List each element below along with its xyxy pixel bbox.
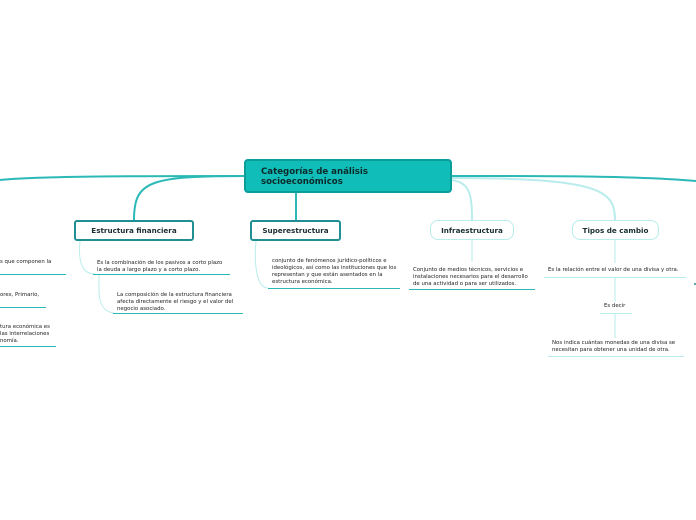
topic-estructura-financiera[interactable]: Estructura financiera <box>74 220 194 241</box>
superestructura-detail-1-underline <box>268 288 400 289</box>
left-cut-detail-3[interactable]: tura económica es las interrelaciones nomía. <box>0 324 50 344</box>
tipos-detail-3[interactable]: Nos indica cuántas monedas de una divisa se necesitan para obtener una unidad de otra. <box>552 340 676 353</box>
left-cut-detail-3-underline <box>0 346 56 347</box>
tipos-detail-1-underline <box>544 277 686 278</box>
topic-superestructura[interactable]: Superestructura <box>250 220 341 241</box>
tipos-detail-3-underline <box>548 356 684 357</box>
estructura-detail-1[interactable]: Es la combinación de los pasivos a corto plazo la deuda a largo plazo y a corto plazo. <box>97 260 223 273</box>
estructura-detail-2[interactable]: La composición de la estructura financiera afecta directamente el riesgo y el valor del negocio asociado. <box>117 292 234 312</box>
tipos-detail-2[interactable]: Es decir <box>604 303 626 309</box>
superestructura-detail-1[interactable]: conjunto de fenómenos jurídico-políticos e ideológicos, así como las instituciones que los representan y que están asentados en la estructura económica. <box>272 258 397 285</box>
estructura-detail-1-underline <box>93 274 230 275</box>
left-cut-detail-2[interactable]: ores, Primario, <box>0 292 40 298</box>
estructura-detail-2-underline <box>113 313 243 314</box>
left-cut-detail-1-underline <box>0 274 66 275</box>
link-estructura-detail2 <box>99 274 114 313</box>
tipos-detail-1[interactable]: Es la relación entre el valor de una divisa y otra. <box>548 267 679 273</box>
tipos-detail-2-underline <box>600 313 632 314</box>
link-root-estructura <box>134 176 250 220</box>
infraestructura-detail-1[interactable]: Conjunto de medios técnicos, servicios e instalaciones necesarios para el desarrollo de una actividad o para ser utilizados. <box>413 267 528 287</box>
topic-infraestructura[interactable]: Infraestructura <box>430 220 514 240</box>
infraestructura-detail-1-underline <box>409 289 535 290</box>
link-root-tipos <box>450 178 615 220</box>
link-super-detail <box>255 241 268 288</box>
root-topic[interactable]: Categorías de análisis socioeconómicos <box>244 159 452 193</box>
left-cut-detail-2-underline <box>0 307 46 308</box>
topic-tipos-de-cambio[interactable]: Tipos de cambio <box>572 220 659 240</box>
left-cut-detail-1[interactable]: s que componen la <box>0 259 52 265</box>
